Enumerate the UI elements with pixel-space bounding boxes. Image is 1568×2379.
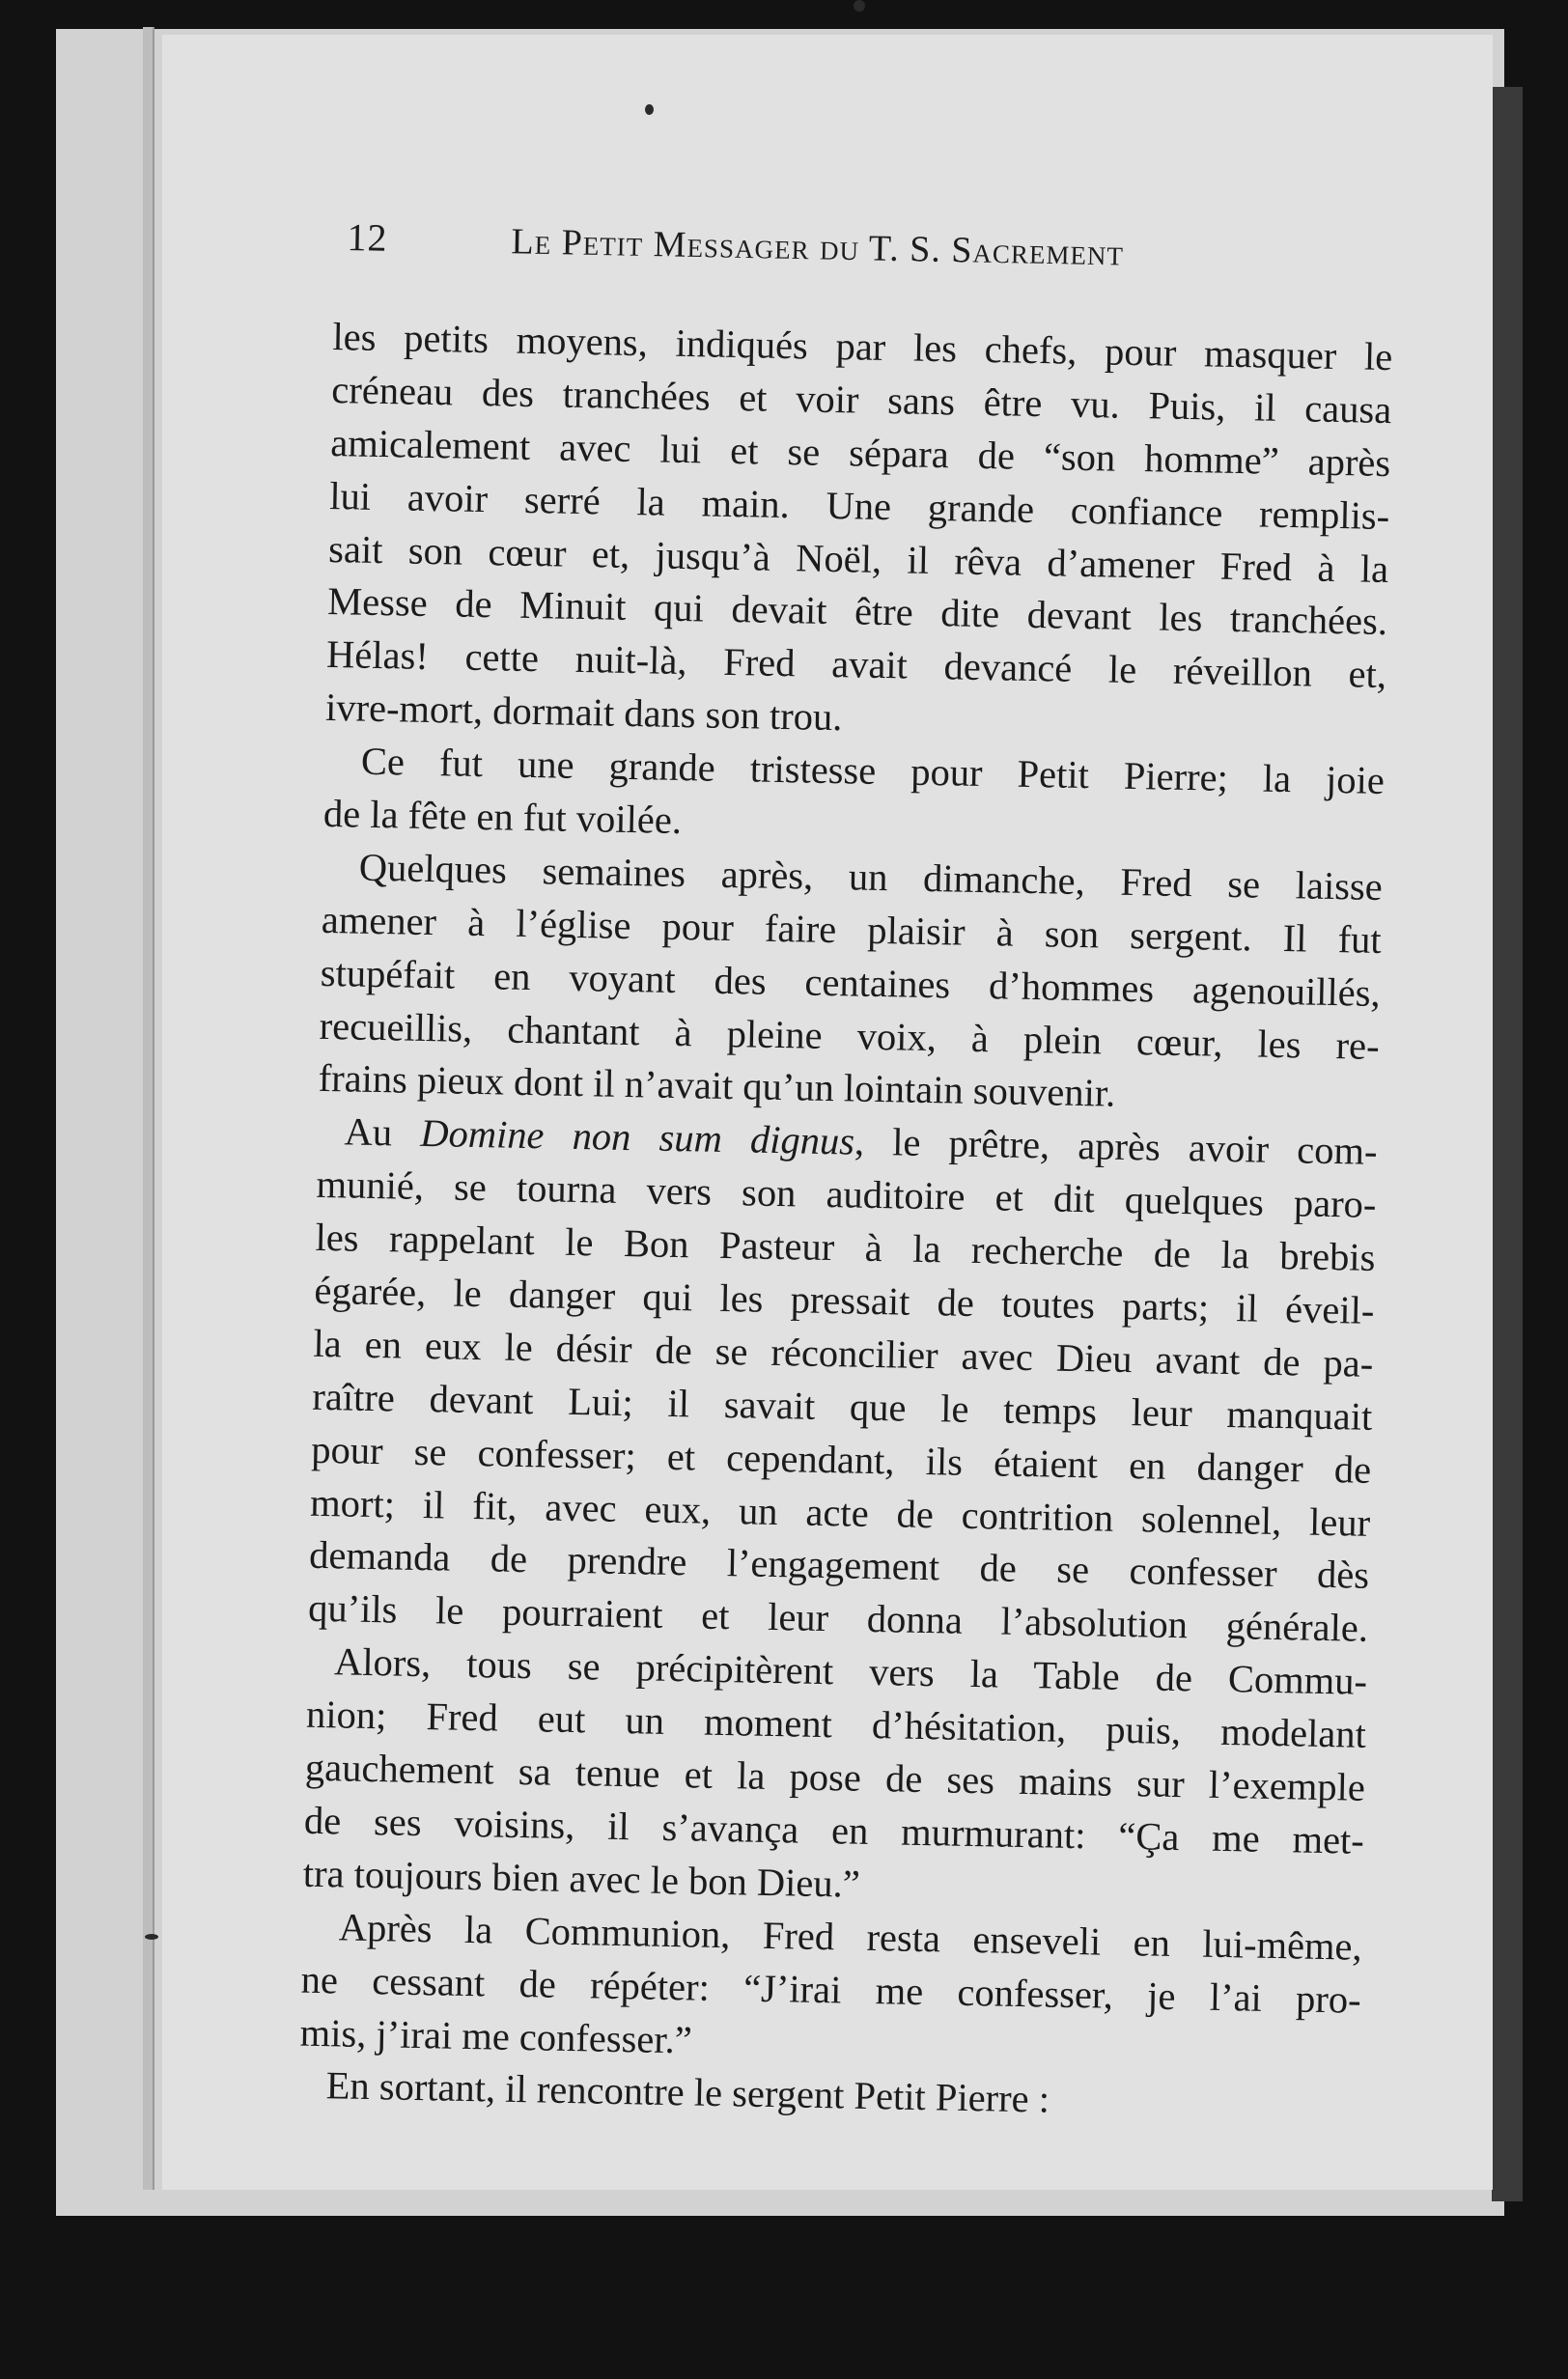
text-line: Ce fut une grande tristesse pour Petit Pierre; la joie [360, 739, 1386, 803]
text-line: gauchement sa tenue et la pose de ses mains sur l’exemple [304, 1745, 1366, 1809]
text-line: Quelques semaines après, un dimanche, Fred se laisse [358, 845, 1384, 909]
body-text [298, 311, 1393, 2133]
text-line: sait son cœur et, jusqu’à Noël, il rêva d’amener Fred à la [327, 526, 1389, 591]
page-number: 12 [347, 214, 388, 260]
text-line: Au Domine non sum dignus, le prêtre, après avoir com- [344, 1109, 1378, 1174]
text-line: demanda de prendre l’engagement de se confesser dès [308, 1533, 1370, 1598]
text-line: les petits moyens, indiqués par les chefs, pour masquer le [332, 314, 1393, 379]
text-line: Messe de Minuit qui devait être dite devant les tranchées. [326, 579, 1388, 644]
page-stack-edge [143, 27, 154, 2190]
text-line: égarée, le danger qui les pressait de toutes parts; il éveil- [314, 1268, 1375, 1332]
text-line: la en eux le désir de se réconcilier avec Dieu avant de pa- [313, 1321, 1374, 1385]
dust-speck [854, 0, 865, 12]
text-line: ne cessant de répéter: “J’irai me confesser, je l’ai pro- [300, 1957, 1362, 2022]
running-title: Le Petit Messager du T. S. Sacrement [511, 221, 1125, 274]
text-line: qu’ils le pourraient et leur donna l’absolution générale. [307, 1586, 1369, 1651]
text-line: lui avoir serré la main. Une grande confiance remplis- [328, 473, 1390, 538]
text-line: Après la Communion, Fred resta enseveli en lui-même, [338, 1905, 1363, 1969]
text-line: munié, se tourna vers son auditoire et dit quelques paro- [316, 1162, 1377, 1227]
dust-speck [645, 104, 654, 115]
text-line: de la fête en fut voilée. [322, 791, 683, 843]
text-line: tra toujours bien avec le bon Dieu.” [302, 1851, 861, 1906]
text-line: Hélas! cette nuit-là, Fred avait devancé le réveillon et, [325, 632, 1387, 697]
dust-speck [145, 1934, 158, 1940]
text-line: Alors, tous se précipitèrent vers la Table de Commu- [333, 1639, 1368, 1704]
text-line: recueillis, chantant à pleine voix, à plein cœur, les re- [319, 1003, 1381, 1068]
text-line: nion; Fred eut un moment d’hésitation, puis, modelant [305, 1692, 1367, 1756]
binding-shadow [1492, 87, 1523, 2201]
text-line: créneau des tranchées et voir sans être vu. Puis, il causa [331, 367, 1392, 432]
text-line: amener à l’église pour faire plaisir à son sergent. Il fut [321, 897, 1383, 962]
text-line: amicalement avec lui et se sépara de “son homme” après [329, 420, 1391, 485]
text-line: de ses voisins, il s’avança en murmurant: “Ça me met- [303, 1798, 1365, 1862]
text-line: mis, j’irai me confesser.” [299, 2010, 693, 2061]
text-line: stupéfait en voyant des centaines d’hommes agenouillés, [320, 950, 1382, 1015]
text-line: En sortant, il rencontre le sergent Petit Pierre : [325, 2063, 1050, 2121]
text-line: pour se confesser; et cependant, ils étaient en danger de [310, 1427, 1372, 1492]
text-line: frains pieux dont il n’avait qu’un lointain souvenir. [318, 1056, 1116, 1116]
text-line: ivre-mort, dormait dans son trou. [324, 686, 843, 740]
text-line: mort; il fit, avec eux, un acte de contrition solennel, leur [309, 1480, 1371, 1545]
text-line: les rappelant le Bon Pasteur à la recherche de la brebis [315, 1215, 1376, 1280]
text-line: raître devant Lui; il savait que le temps leur manquait [311, 1374, 1373, 1439]
